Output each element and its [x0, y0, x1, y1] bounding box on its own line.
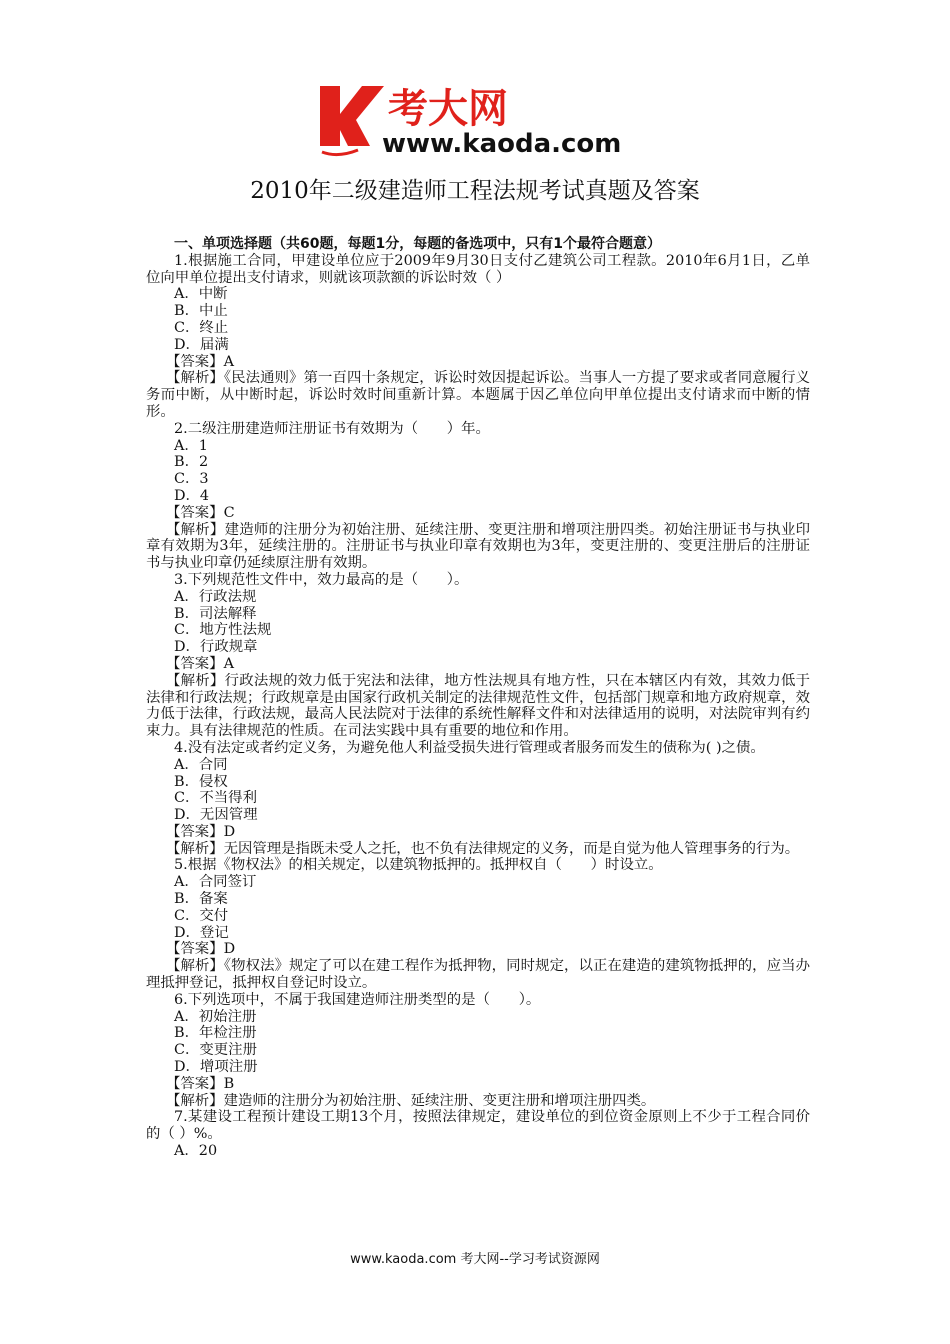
- question-answer: 【答案】D: [166, 941, 236, 958]
- question-option: D．届满: [174, 336, 229, 353]
- question-answer: 【答案】B: [166, 1075, 235, 1092]
- question-option: A．1: [174, 437, 208, 454]
- question-stem: 5.根据《物权法》的相关规定，以建筑物抵押的。抵押权自（ ）时设立。: [174, 857, 663, 874]
- question-option: B．司法解释: [174, 605, 257, 622]
- question-option: C．交付: [174, 907, 229, 924]
- question-option: D．无因管理: [174, 807, 258, 824]
- question-option: A．合同: [174, 756, 228, 773]
- question-option: C．终止: [174, 319, 229, 336]
- question-option: C．地方性法规: [174, 622, 272, 639]
- question-stem: 4.没有法定或者约定义务，为避免他人利益受损失进行管理或者服务而发生的债称为( )之债。: [174, 739, 765, 756]
- document-body: [146, 236, 810, 1160]
- question-option: D．4: [174, 487, 210, 504]
- logo-url: www.kaoda.com: [382, 129, 622, 159]
- question-option: C．变更注册: [174, 1042, 257, 1059]
- question-option: B．年检注册: [174, 1025, 257, 1042]
- question-option: A．行政法规: [174, 588, 257, 605]
- page-footer: www.kaoda.com 考大网--学习考试资源网: [350, 1252, 600, 1267]
- question-answer: 【答案】D: [166, 823, 236, 840]
- logo-brand-cn: 考大网: [388, 86, 508, 132]
- question-option: C．3: [174, 471, 209, 488]
- question-analysis: 【解析】行政法规的效力低于宪法和法律，地方性法规具有地方性，只在本辖区内有效，其效力低于法律和行政法规；行政规章是由国家行政机关制定的法律规范性文件，包括部门规章和地方政府规章，效力低于法律，行政法规，最高人民法院对于法律的系统性解释文件和对法律适用的说明，对法院审判有约束力。具有法律规范的性质。在司法实践中具有重要的地位和作用。: [146, 672, 810, 740]
- question-option: A．合同签订: [174, 874, 257, 891]
- question-option: A．初始注册: [174, 1008, 257, 1025]
- question-stem: 1.根据施工合同，甲建设单位应于2009年9月30日支付乙建筑公司工程款。2010年6月1日，乙单位向甲单位提出支付请求，则就该项款额的诉讼时效（ ）: [146, 252, 810, 286]
- question-analysis: 【解析】《民法通则》第一百四十条规定，诉讼时效因提起诉讼。当事人一方提了要求或者同意履行义务而中断，从中断时起，诉讼时效时间重新计算。本题属于因乙单位向甲单位提出支付请求而中断的情形。: [146, 370, 810, 420]
- question-answer: 【答案】A: [166, 655, 234, 672]
- question-analysis: 【解析】《物权法》规定了可以在建工程作为抵押物，同时规定，以正在建造的建筑物抵押的，应当办理抵押登记，抵押权自登记时设立。: [146, 958, 810, 992]
- question-analysis: 【解析】建造师的注册分为初始注册、延续注册、变更注册和增项注册四类。初始注册证书与执业印章有效期为3年，延续注册的。注册证书与执业印章有效期也为3年，变更注册的、变更注册后的注册证书与执业印章仍延续原注册有效期。: [146, 521, 810, 572]
- kaoda-logo-icon: [318, 80, 638, 160]
- question-answer: 【答案】C: [166, 504, 235, 521]
- question-analysis: 【解析】无因管理是指既未受人之托，也不负有法律规定的义务，而是自觉为他人管理事务的行为。: [166, 840, 800, 857]
- question-option: D．增项注册: [174, 1059, 258, 1076]
- document-title: 2010年二级建造师工程法规考试真题及答案: [250, 178, 700, 204]
- section-heading: 一、单项选择题（共60题，每题1分，每题的备选项中，只有1个最符合题意）: [174, 236, 661, 252]
- question-option: B．中止: [174, 303, 228, 320]
- question-stem: 2.二级注册建造师注册证书有效期为（ ）年。: [174, 420, 490, 437]
- question-option: B．侵权: [174, 773, 228, 790]
- question-answer: 【答案】A: [166, 353, 234, 370]
- question-option: B．备案: [174, 891, 228, 908]
- question-option: B．2: [174, 454, 209, 471]
- question-stem: 3.下列规范性文件中，效力最高的是（ ）。: [174, 571, 469, 588]
- question-option: A．中断: [174, 286, 228, 303]
- question-stem: 6.下列选项中，不属于我国建造师注册类型的是（ ）。: [174, 991, 541, 1008]
- kaoda-logo: [318, 80, 638, 160]
- question-list: [146, 253, 810, 1160]
- question-stem: 7.某建设工程预计建设工期13个月，按照法律规定，建设单位的到位资金原则上不少于工程合同价的（ ）%。: [146, 1109, 810, 1143]
- question-option: D．登记: [174, 924, 229, 941]
- question-option: A．20: [174, 1143, 218, 1160]
- question-option: D．行政规章: [174, 639, 258, 656]
- question-option: C．不当得利: [174, 790, 257, 807]
- question-analysis: 【解析】建造师的注册分为初始注册、延续注册、变更注册和增项注册四类。: [166, 1092, 656, 1109]
